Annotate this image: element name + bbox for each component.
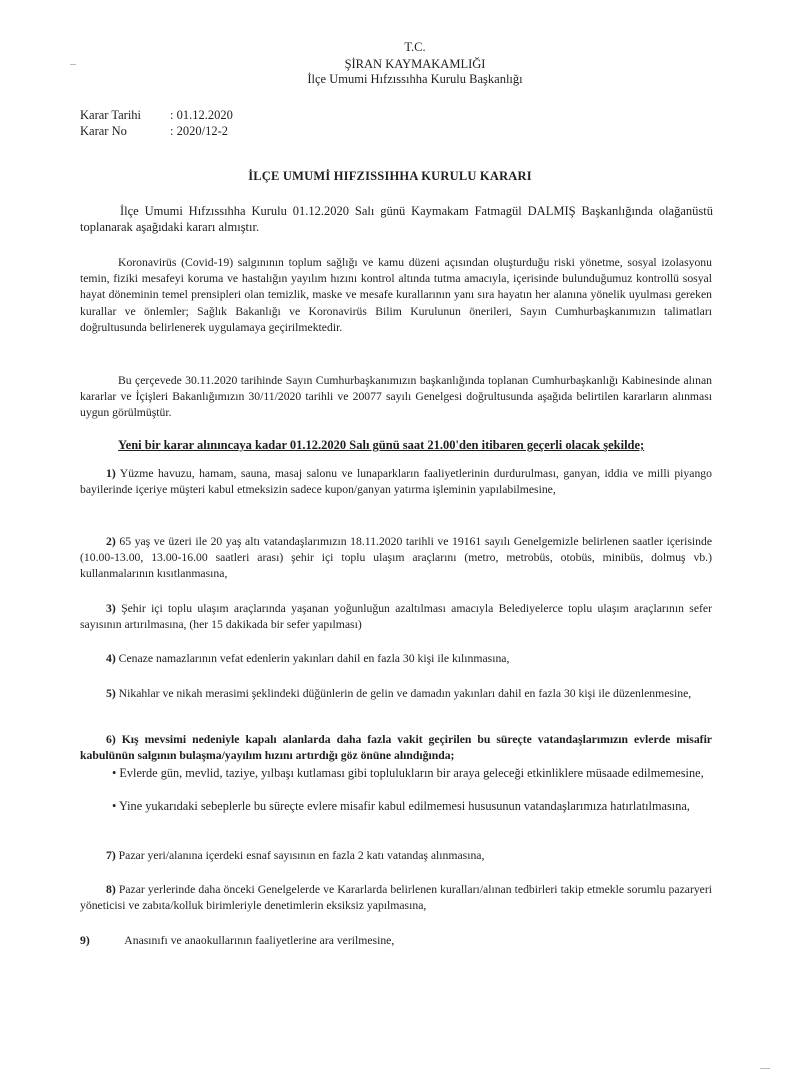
item-text: Anasınıfı ve anaokullarının faaliyetlerine ara verilmesine, [124,934,395,947]
decision-item [80,933,712,949]
intro-paragraph: İlçe Umumi Hıfzıssıhha Kurulu 01.12.2020 Salı günü Kaymakam Fatmagül DALMIŞ Başkanlığında olağanüstü toplanarak aşağıdaki kararı almıştır. [80,204,713,235]
header-line-tc: T.C. [404,40,426,54]
decision-item [80,732,712,764]
item-text: Nikahlar ve nikah merasimi şeklindeki düğünlerin de gelin ve damadın yakınları dahil en fazla 30 kişi ile düzenlenmesine, [118,687,692,700]
scan-mark [760,1068,770,1069]
item-text: Pazar yerlerinde daha önceki Genelgelerde ve Kararlarda belirlenen kuralları/alınan tedbirleri takip etmekle sorumlu pazaryeri yöneticisi ve zabıta/kolluk birimleriyle denetimlerin eksiksiz yapılmasına, [80,883,713,913]
bullet-text: Evlerde gün, mevlid, taziye, yılbaşı kutlaması gibi toplulukların bir araya geleceği etkinliklere müsaade edilmemesine, [119,766,704,780]
basis-paragraph: Bu çerçevede 30.11.2020 tarihinde Sayın Cumhurbaşkanımızın başkanlığında toplanan Cumhurbaşkanlığı Kabinesinde alınan kararlar ve İçişleri Bakanlığımızın 30/11/2020 tarihli ve 20077 sayılı Genelgesi doğrultusunda aşağıda belirtilen kararların alınması uygun görülmüştür. [80,374,712,420]
header-line-office: İlçe Umumi Hıfzıssıhha Kurulu Başkanlığı [307,72,523,86]
item-number: 4) [106,652,116,665]
decision-no-row [80,124,380,139]
bullet-text: Yine yukarıdaki sebeplerle bu süreçte evlere misafir kabul edilmemesi hususunun vatandaşlarımıza hatırlatılmasına, [118,799,690,813]
context-paragraph: Koronavirüs (Covid-19) salgınının toplum sağlığı ve kamu düzeni açısından oluşturduğu riski yönetme, sosyal izolasyonu temin, fiziki mesafeyi koruma ve hastalığın yayılım hızını kontrol altında tutma amacıyla, içerisinde bulunduğumuz kontrollü sosyal hayat döneminin temel prensipleri olan temizlik, maske ve mesafe kurallarının yanı sıra hayatın her alanına yönelik uyulması gereken kurallar ve önlemler; Sağlık Bakanlığı ve Koronavirüs Bilim Kurulunun önerileri, Sayın Cumhurbaşkanımızın talimatları doğrultusunda belirlenerek uygulamaya geçirilmektedir. [80,256,712,334]
item-text: Pazar yeri/alanına içerdeki esnaf sayısının en fazla 2 katı vatandaş alınmasına, [118,849,485,862]
decision-heading [118,438,718,453]
item-text: 65 yaş ve üzeri ile 20 yaş altı vatandaşlarımızın 18.11.2020 tarihli ve 19161 sayılı Genelgemizle belirlenen saatler içerisinde (10.00-13.00, 13.00-16.00 saatleri arası) şehir içi toplu ulaşım araçlarını (metro, metrobüs, otobüs, minibüs, dolmuş vb.) kullanmalarının kısıtlanmasına, [80,535,713,581]
item-number: 7) [106,849,116,862]
decision-item [80,882,712,914]
header-line-authority: ŞİRAN KAYMAKAMLIĞI [344,57,486,71]
bullet-item [80,798,712,814]
bullet-icon: • [112,766,117,780]
item-text: Yüzme havuzu, hamam, sauna, masaj salonu ve lunaparkların faaliyetlerinin durdurulması, ganyan, iddia ve milli piyango bayilerinde içeriye müşteri kabul etmeksizin sadece kupon/ganyan yatırma işleminin yapılabilmesine, [80,467,712,497]
decision-date-label: Karar Tarihi [80,108,142,122]
bullet-icon: • [112,799,117,813]
item-number: 5) [106,687,116,700]
decision-no-value: : 2020/12-2 [170,124,228,138]
decision-date-value: : 01.12.2020 [170,108,233,122]
item-number: 3) [106,602,116,615]
decision-item [80,848,712,864]
item-number: 6) [106,733,116,746]
decision-item [80,651,712,667]
item-text: Şehir içi toplu ulaşım araçlarında yaşanan yoğunluğun azaltılması amacıyla Belediyelerce toplu ulaşım araçlarının sefer sayısının artırılmasına, (her 15 dakikada bir sefer yapılması) [80,602,713,632]
decision-item [80,601,712,633]
item-text: Kış mevsimi nedeniyle kapalı alanlarda daha fazla vakit geçirilen bu süreçte vatandaşlarımızın evlerde misafir kabulünün salgının bulaşma/yayılım hızını artırdığı göz önüne alındığında; [80,733,712,763]
item-number: 1) [106,467,116,480]
item-text: Cenaze namazlarının vefat edenlerin yakınları dahil en fazla 30 kişi ile kılınmasına, [118,652,510,665]
decision-meta [80,108,380,139]
decision-heading-text: Yeni bir karar alınıncaya kadar 01.12.2020 Salı günü saat 21.00'den itibaren geçerli olacak şekilde; [118,438,645,452]
decision-item [80,534,712,583]
bullet-item [80,765,712,781]
decision-item [80,686,712,702]
item-number: 9) [80,934,90,947]
decision-item [80,466,712,498]
scan-mark [70,64,76,65]
decision-date-row [80,108,380,123]
document-title: İLÇE UMUMİ HIFZISSIHHA KURULU KARARI [248,169,532,183]
letterhead [240,40,590,87]
decision-no-label: Karar No [80,124,127,138]
item-number: 8) [106,883,116,896]
item-number: 2) [106,535,116,548]
